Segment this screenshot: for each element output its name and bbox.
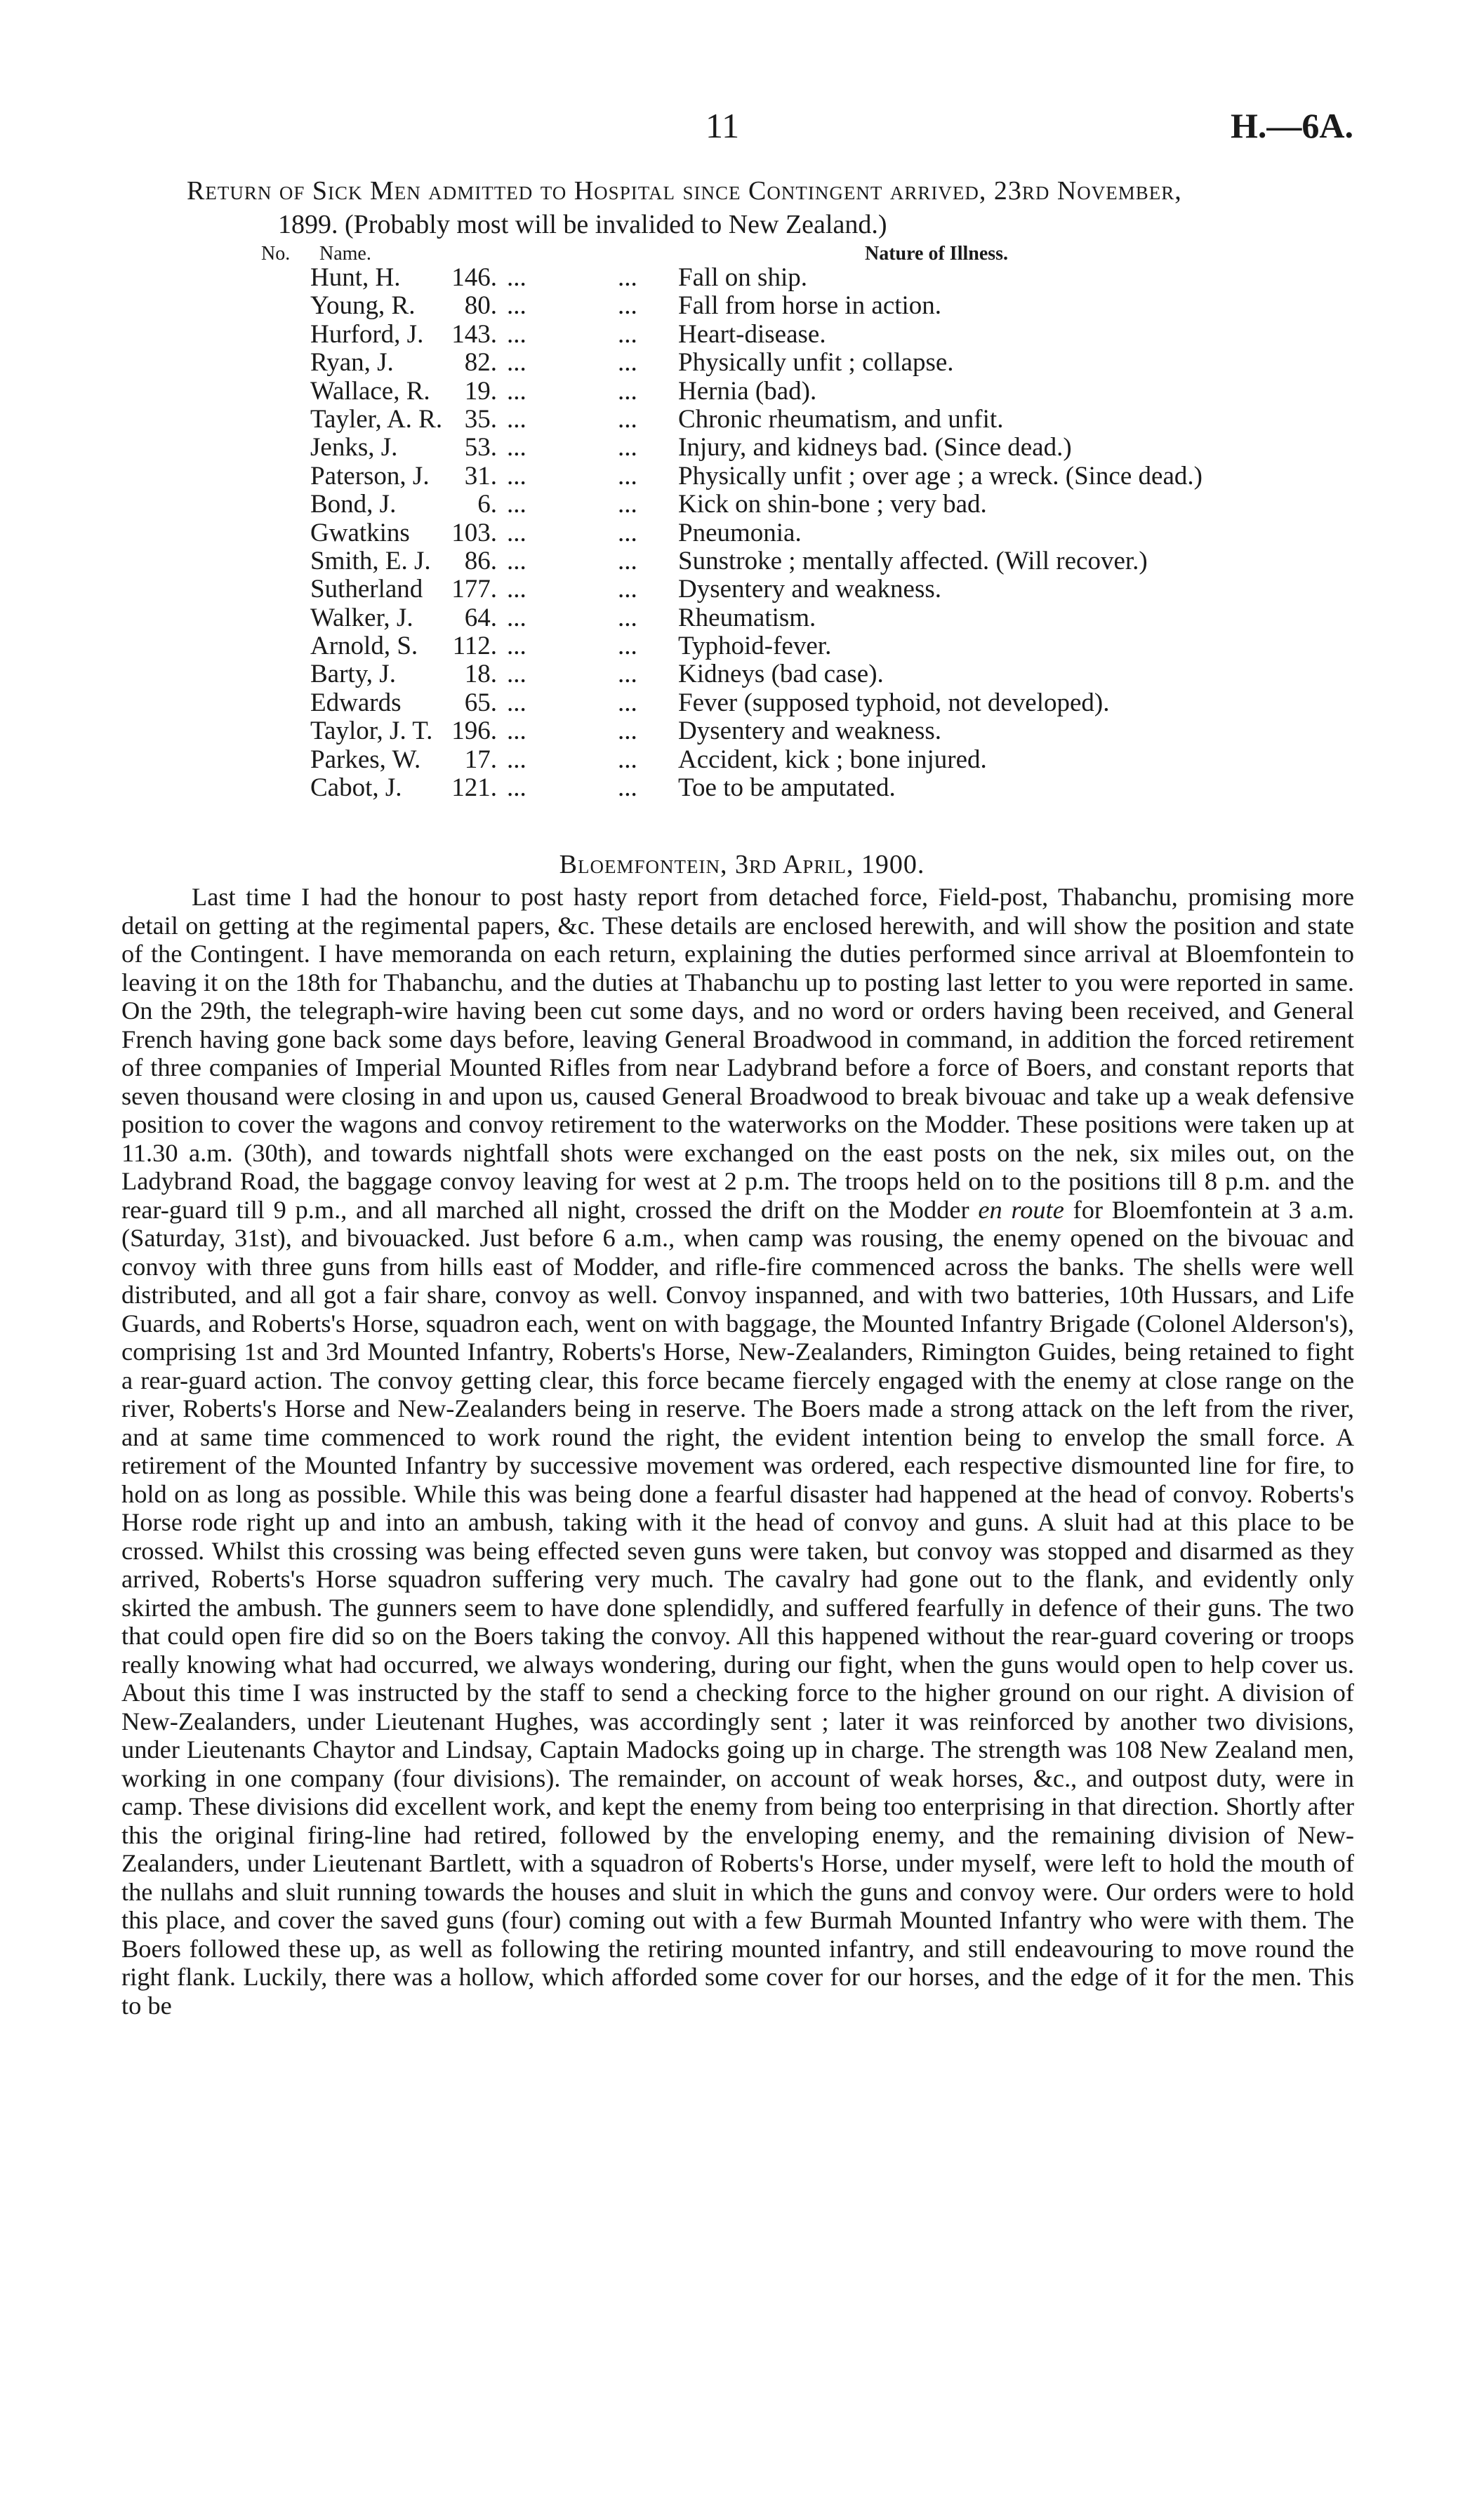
row-name: Smith, E. J. bbox=[310, 546, 431, 575]
row-number: 196. bbox=[451, 716, 497, 746]
row-illness: Kick on shin-bone ; very bad. bbox=[678, 490, 987, 519]
row-illness: Pneumonia. bbox=[678, 518, 802, 547]
leader-dots: ... bbox=[507, 603, 526, 632]
leader-dots: ... bbox=[618, 745, 637, 774]
table-row bbox=[211, 264, 1334, 292]
row-name: Gwatkins bbox=[310, 518, 410, 547]
row-illness: Rheumatism. bbox=[678, 603, 816, 632]
row-number: 35. bbox=[464, 404, 497, 434]
row-name: Walker, J. bbox=[310, 603, 413, 632]
sick-men-list bbox=[211, 264, 1334, 802]
row-illness: Heart-disease. bbox=[678, 319, 826, 349]
leader-dots: ... bbox=[507, 773, 526, 803]
row-number: 17. bbox=[464, 745, 497, 774]
leader-dots: ... bbox=[618, 518, 637, 547]
leader-dots: ... bbox=[507, 291, 526, 321]
row-name: Hurford, J. bbox=[310, 319, 424, 349]
column-header-nature: Nature of Illness. bbox=[865, 243, 1009, 265]
row-illness: Typhoid-fever. bbox=[678, 632, 832, 661]
leader-dots: ... bbox=[618, 461, 637, 491]
table-row bbox=[211, 575, 1334, 604]
row-illness: Chronic rheumatism, and unfit. bbox=[678, 404, 1004, 434]
row-name: Arnold, S. bbox=[310, 632, 418, 661]
leader-dots: ... bbox=[618, 773, 637, 803]
row-illness: Dysentery and weakness. bbox=[678, 575, 942, 604]
leader-dots: ... bbox=[507, 660, 526, 689]
table-row bbox=[211, 689, 1334, 717]
table-row bbox=[211, 746, 1334, 774]
row-number: 82. bbox=[464, 348, 497, 378]
letter-italic-phrase: en route bbox=[978, 1195, 1064, 1224]
table-row bbox=[211, 349, 1334, 377]
row-illness: Fall on ship. bbox=[678, 263, 807, 292]
row-illness: Accident, kick ; bone injured. bbox=[678, 745, 987, 774]
leader-dots: ... bbox=[618, 660, 637, 689]
row-name: Ryan, J. bbox=[310, 348, 394, 378]
letter-text-part-1: Last time I had the honour to post hasty report from detached force, Field-post, Thabanchu, promising more detail on getting at the regimental papers, &c. These details are enclosed herewith, and will show the position and state of the Contingent. I have memoranda on each return, explaining the duties performed since arrival at Bloemfontein to leaving it on the 18th for Thabanchu, and the duties at Thabanchu up to posting last letter to you were reported in same. On the 29th, the telegraph-wire having been cut some days, and no word or orders having been received, and General French having gone back some days before, leaving General Broadwood in command, in addition the forced retirement of three companies of Imperial Mounted Rifles from near Ladybrand before a force of Boers, and constant reports that seven thousand were closing in and upon us, caused General Broadwood to break bivouac and take up a weak defensive position to cover the wagons and convoy retirement to the waterworks on the Modder. These positions were taken up at 11.30 a.m. (30th), and towards nightfall shots were exchanged on the east posts on the nek, six miles out, on the Ladybrand Road, the baggage convoy leaving for west at 2 p.m. The troops held on to the positions till 8 p.m. and the rear-guard till 9 p.m., and all marched all night, crossed the drift on the Modder bbox=[121, 883, 1354, 1224]
table-row bbox=[211, 519, 1334, 547]
row-number: 177. bbox=[451, 575, 497, 604]
row-name: Taylor, J. T. bbox=[310, 716, 433, 746]
leader-dots: ... bbox=[618, 546, 637, 575]
leader-dots: ... bbox=[618, 603, 637, 632]
leader-dots: ... bbox=[618, 376, 637, 406]
row-illness: Hernia (bad). bbox=[678, 376, 817, 406]
letter-heading: Bloemfontein, 3rd April, 1900. bbox=[559, 850, 925, 879]
row-number: 53. bbox=[464, 433, 497, 462]
leader-dots: ... bbox=[618, 263, 637, 292]
table-row bbox=[211, 632, 1334, 660]
table-row bbox=[211, 717, 1334, 745]
row-name: Tayler, A. R. bbox=[310, 404, 443, 434]
leader-dots: ... bbox=[618, 348, 637, 378]
table-row bbox=[211, 547, 1334, 575]
leader-dots: ... bbox=[507, 433, 526, 462]
row-name: Barty, J. bbox=[310, 660, 396, 689]
leader-dots: ... bbox=[507, 716, 526, 746]
table-row bbox=[211, 604, 1334, 632]
table-row bbox=[211, 462, 1334, 491]
table-row bbox=[211, 774, 1334, 802]
row-number: 112. bbox=[452, 632, 497, 661]
table-row bbox=[211, 292, 1334, 320]
leader-dots: ... bbox=[618, 575, 637, 604]
leader-dots: ... bbox=[618, 433, 637, 462]
leader-dots: ... bbox=[507, 546, 526, 575]
row-number: 143. bbox=[451, 319, 497, 349]
table-row bbox=[211, 321, 1334, 349]
leader-dots: ... bbox=[618, 688, 637, 717]
row-name: Edwards bbox=[310, 688, 402, 717]
row-number: 19. bbox=[464, 376, 497, 406]
row-name: Parkes, W. bbox=[310, 745, 421, 774]
row-illness: Sunstroke ; mentally affected. (Will recover.) bbox=[678, 546, 1148, 575]
table-row bbox=[211, 434, 1334, 462]
return-title bbox=[187, 174, 1345, 241]
column-header-name: Name. bbox=[319, 243, 371, 265]
row-illness: Injury, and kidneys bad. (Since dead.) bbox=[678, 433, 1072, 462]
row-illness: Kidneys (bad case). bbox=[678, 660, 884, 689]
leader-dots: ... bbox=[507, 263, 526, 292]
page-number: 11 bbox=[705, 106, 740, 145]
row-number: 121. bbox=[451, 773, 497, 803]
row-illness: Physically unfit ; collapse. bbox=[678, 348, 954, 378]
leader-dots: ... bbox=[507, 319, 526, 349]
row-name: Sutherland bbox=[310, 575, 423, 604]
return-title-line-2: 1899. (Probably most will be invalided to New Zealand.) bbox=[278, 210, 887, 239]
row-number: 146. bbox=[451, 263, 497, 292]
row-name: Bond, J. bbox=[310, 490, 397, 519]
row-number: 103. bbox=[451, 518, 497, 547]
row-illness: Physically unfit ; over age ; a wreck. (Since dead.) bbox=[678, 461, 1203, 491]
row-number: 18. bbox=[464, 660, 497, 689]
row-number: 31. bbox=[464, 461, 497, 491]
row-name: Young, R. bbox=[310, 291, 416, 321]
column-header-no: No. bbox=[261, 243, 291, 265]
leader-dots: ... bbox=[618, 490, 637, 519]
leader-dots: ... bbox=[507, 461, 526, 491]
row-illness: Dysentery and weakness. bbox=[678, 716, 942, 746]
row-number: 65. bbox=[464, 688, 497, 717]
row-number: 64. bbox=[464, 603, 497, 632]
row-name: Hunt, H. bbox=[310, 263, 401, 292]
leader-dots: ... bbox=[507, 490, 526, 519]
leader-dots: ... bbox=[507, 745, 526, 774]
table-row bbox=[211, 660, 1334, 688]
return-title-line-1: Return of Sick Men admitted to Hospital since Contingent arrived, 23rd November, bbox=[187, 176, 1182, 206]
row-number: 86. bbox=[464, 546, 497, 575]
table-row bbox=[211, 406, 1334, 434]
leader-dots: ... bbox=[507, 575, 526, 604]
leader-dots: ... bbox=[618, 632, 637, 661]
row-number: 6. bbox=[477, 490, 497, 519]
leader-dots: ... bbox=[507, 404, 526, 434]
row-name: Paterson, J. bbox=[310, 461, 430, 491]
row-illness: Fever (supposed typhoid, not developed). bbox=[678, 688, 1110, 717]
leader-dots: ... bbox=[618, 291, 637, 321]
leader-dots: ... bbox=[507, 688, 526, 717]
leader-dots: ... bbox=[618, 319, 637, 349]
leader-dots: ... bbox=[507, 518, 526, 547]
table-row bbox=[211, 378, 1334, 406]
row-name: Jenks, J. bbox=[310, 433, 398, 462]
row-illness: Toe to be amputated. bbox=[678, 773, 896, 803]
leader-dots: ... bbox=[507, 632, 526, 661]
leader-dots: ... bbox=[507, 376, 526, 406]
table-row bbox=[211, 491, 1334, 519]
row-illness: Fall from horse in action. bbox=[678, 291, 942, 321]
leader-dots: ... bbox=[507, 348, 526, 378]
row-name: Cabot, J. bbox=[310, 773, 402, 803]
row-number: 80. bbox=[464, 291, 497, 321]
leader-dots: ... bbox=[618, 404, 637, 434]
document-reference: H.—6A. bbox=[1231, 106, 1353, 145]
letter-body bbox=[121, 883, 1354, 2020]
row-name: Wallace, R. bbox=[310, 376, 430, 406]
letter-text-part-2: for Bloemfontein at 3 a.m. (Saturday, 31st), and bivouacked. Just before 6 a.m., when camp was rousing, the enemy opened on the bivouac and convoy with three guns from hills east of Modder, and rifle-fire commenced across the banks. The shells were well distributed, and all got a fair share, convoy as well. Convoy inspanned, and with two batteries, 10th Hussars, and Life Guards, and Roberts's Horse, squadron each, went on with baggage, the Mounted Infantry Brigade (Colonel Alderson's), comprising 1st and 3rd Mounted Infantry, Roberts's Horse, New-Zealanders, Rimington Guides, being retained to fight a rear-guard action. The convoy getting clear, this force became fiercely engaged with the enemy at close range on the river, Roberts's Horse and New-Zealanders being in reserve. The Boers made a strong attack on the left from the river, and at same time commenced to work round the right, the evident intention being to envelop the small force. A retirement of the Mounted Infantry by successive movement was ordered, each respective dismounted line for fire, to hold on as long as possible. While this was being done a fearful disaster had happened at the head of convoy. Roberts's Horse rode right up and into an ambush, taking with it the head of convoy and guns. A sluit had at this place to be crossed. Whilst this crossing was being effected seven guns were taken, but convoy was stopped and disarmed as they arrived, Roberts's Horse squadron suffering very much. The cavalry had gone out to the flank, and evidently only skirted the ambush. The gunners seem to have done splendidly, and suffered fearfully in defence of their guns. The two that could open fire did so on the Boers taking the convoy. All this happened without the rear-guard covering or troops really knowing what had occurred, we always wondering, during our fight, when the guns would open to help cover us. About this time I was instructed by the staff to send a checking force to the higher ground on our right. A division of New-Zealanders, under Lieutenant Hughes, was accordingly sent ; later it was reinforced by another two divisions, under Lieutenants Chaytor and Lindsay, Captain Madocks going up in charge. The strength was 108 New Zealand men, working in one company (four divisions). The remainder, on account of weak horses, &c., and outpost duty, were in camp. These divisions did excellent work, and kept the enemy from being too enterprising in that direction. Shortly after this the original firing-line had retired, followed by the enveloping enemy, and the remaining division of New-Zealanders, under Lieutenant Bartlett, with a squadron of Roberts's Horse, under myself, were left to hold the mouth of the nullahs and sluit running towards the houses and sluit in which the guns and convoy were. Our orders were to hold this place, and cover the saved guns (four) coming out with a few Burmah Mounted Infantry who were with them. The Boers followed these up, as well as following the retiring mounted infantry, and still endeavouring to move round the right flank. Luckily, there was a hollow, which afforded some cover for our horses, and the edge of it for the men. This to be bbox=[121, 1195, 1355, 2020]
leader-dots: ... bbox=[618, 716, 637, 746]
